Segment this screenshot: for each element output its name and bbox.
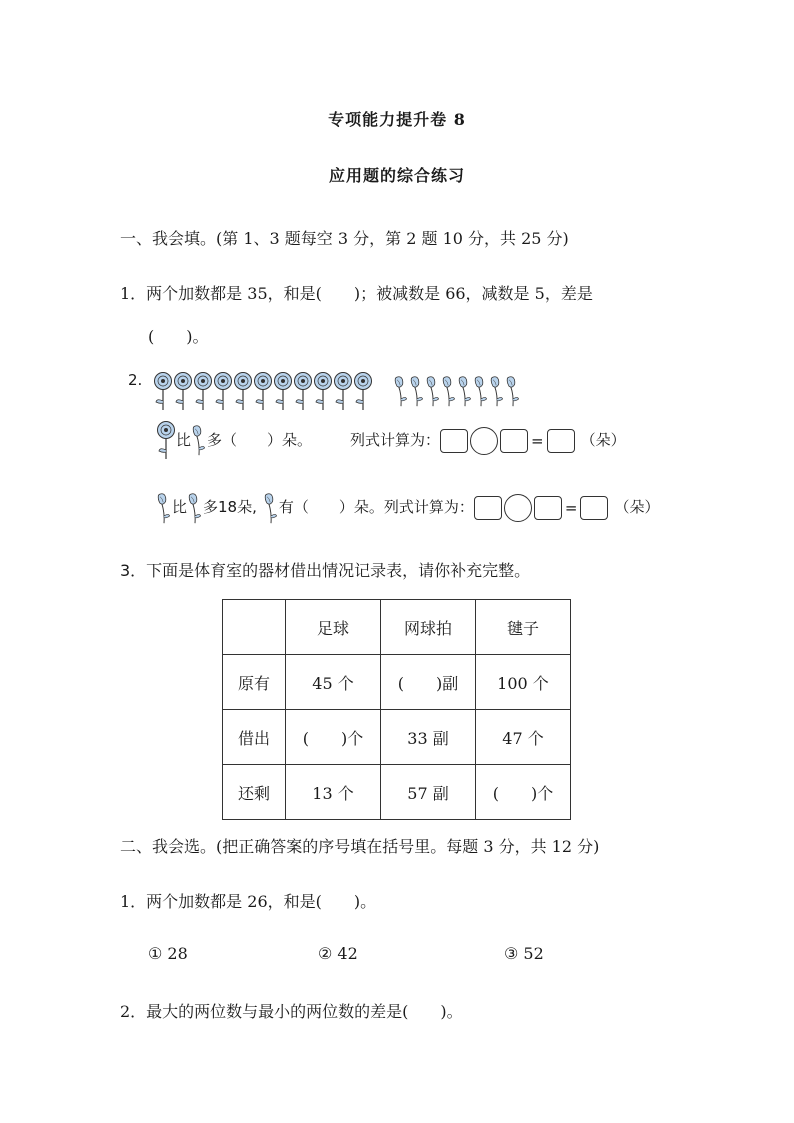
bell-flower-icon (425, 371, 441, 411)
answer-box[interactable] (440, 429, 468, 453)
bell-flower-icon (191, 420, 207, 460)
table-cell: 33 副 (381, 710, 476, 765)
table-cell (223, 600, 286, 655)
round-flower-icon (273, 371, 293, 411)
q3-text: 3．下面是体育室的器材借出情况记录表，请你补充完整。 (120, 561, 531, 580)
q2-row1 (156, 420, 312, 460)
q2-row1-bi: 比 (176, 431, 192, 449)
round-flower-icon (333, 371, 353, 411)
table-cell: 100 个 (476, 655, 571, 710)
table-cell: 57 副 (381, 765, 476, 820)
equals-sign: = (531, 431, 544, 450)
table-cell-blank[interactable]: ( )个 (286, 710, 381, 765)
bell-flower-icon (473, 371, 489, 411)
round-flower-icon (293, 371, 313, 411)
table-cell: 45 个 (286, 655, 381, 710)
equipment-table (222, 599, 571, 820)
bell-flower-icon (489, 371, 505, 411)
round-flower-icon (253, 371, 273, 411)
table-cell-blank[interactable]: ( )个 (476, 765, 571, 820)
bell-flower-icon (393, 371, 409, 411)
operator-circle[interactable] (504, 494, 532, 522)
table-cell: 13 个 (286, 765, 381, 820)
s2-q1-text: 1．两个加数都是 26，和是( )。 (120, 892, 377, 911)
table-row (223, 765, 571, 820)
round-flower-icon (193, 371, 213, 411)
page-title: 专项能力提升卷 8 (328, 110, 466, 129)
table-header-cell: 毽子 (476, 600, 571, 655)
row-label: 原有 (223, 655, 286, 710)
option-2[interactable]: ② 42 (318, 944, 358, 963)
bell-flower-icon (505, 371, 521, 411)
table-row (223, 710, 571, 765)
q2-row1-text: 多（ ）朵。 (207, 431, 313, 449)
round-flower-icon (233, 371, 253, 411)
row-label: 还剩 (223, 765, 286, 820)
q2-row2-you: 有（ ）朵。列式计算为： (278, 498, 474, 516)
operator-circle[interactable] (470, 427, 498, 455)
bell-flower-icon (187, 488, 203, 528)
table-row (223, 655, 571, 710)
bell-flower-group (393, 371, 521, 411)
table-header-cell: 足球 (286, 600, 381, 655)
answer-box[interactable] (580, 496, 608, 520)
formula-label: 列式计算为： (350, 431, 441, 449)
row-label: 借出 (223, 710, 286, 765)
page-subtitle: 应用题的综合练习 (328, 166, 465, 185)
round-flower-icon (353, 371, 373, 411)
bell-flower-icon (441, 371, 457, 411)
q1-line2: ( )。 (148, 327, 209, 346)
unit-label: （朵） (580, 431, 626, 449)
s2-q2-text: 2．最大的两位数与最小的两位数的差是( )。 (120, 1002, 463, 1021)
round-flower-icon (313, 371, 333, 411)
round-flower-group (153, 371, 373, 411)
table-header-row (223, 600, 571, 655)
answer-box[interactable] (474, 496, 502, 520)
q2-row2 (156, 487, 659, 527)
section2-heading: 二、我会选。(把正确答案的序号填在括号里。每题 3 分，共 12 分) (120, 837, 600, 856)
bell-flower-icon (263, 488, 279, 528)
section1-heading: 一、我会填。(第 1、3 题每空 3 分，第 2 题 10 分，共 25 分) (120, 229, 569, 248)
round-flower-icon (213, 371, 233, 411)
round-flower-icon (156, 420, 176, 460)
bell-flower-icon (156, 488, 172, 528)
answer-box[interactable] (500, 429, 528, 453)
answer-box[interactable] (534, 496, 562, 520)
unit-label: （朵） (614, 498, 660, 516)
q2-row2-bi: 比 (172, 498, 188, 516)
q1-line1: 1．两个加数都是 35，和是( )；被减数是 66，减数是 5，差是 (120, 284, 593, 303)
round-flower-icon (173, 371, 193, 411)
answer-box[interactable] (547, 429, 575, 453)
equals-sign: = (564, 498, 578, 517)
table-cell-blank[interactable]: ( )副 (381, 655, 476, 710)
bell-flower-icon (457, 371, 473, 411)
bell-flower-icon (409, 371, 425, 411)
q2-row1-formula (350, 420, 626, 460)
q2-number: 2. (128, 371, 143, 389)
option-1[interactable]: ① 28 (148, 944, 188, 963)
table-cell: 47 个 (476, 710, 571, 765)
q2-row2-text: 多18朵, (203, 498, 257, 516)
option-3[interactable]: ③ 52 (504, 944, 544, 963)
round-flower-icon (153, 371, 173, 411)
table-header-cell: 网球拍 (381, 600, 476, 655)
